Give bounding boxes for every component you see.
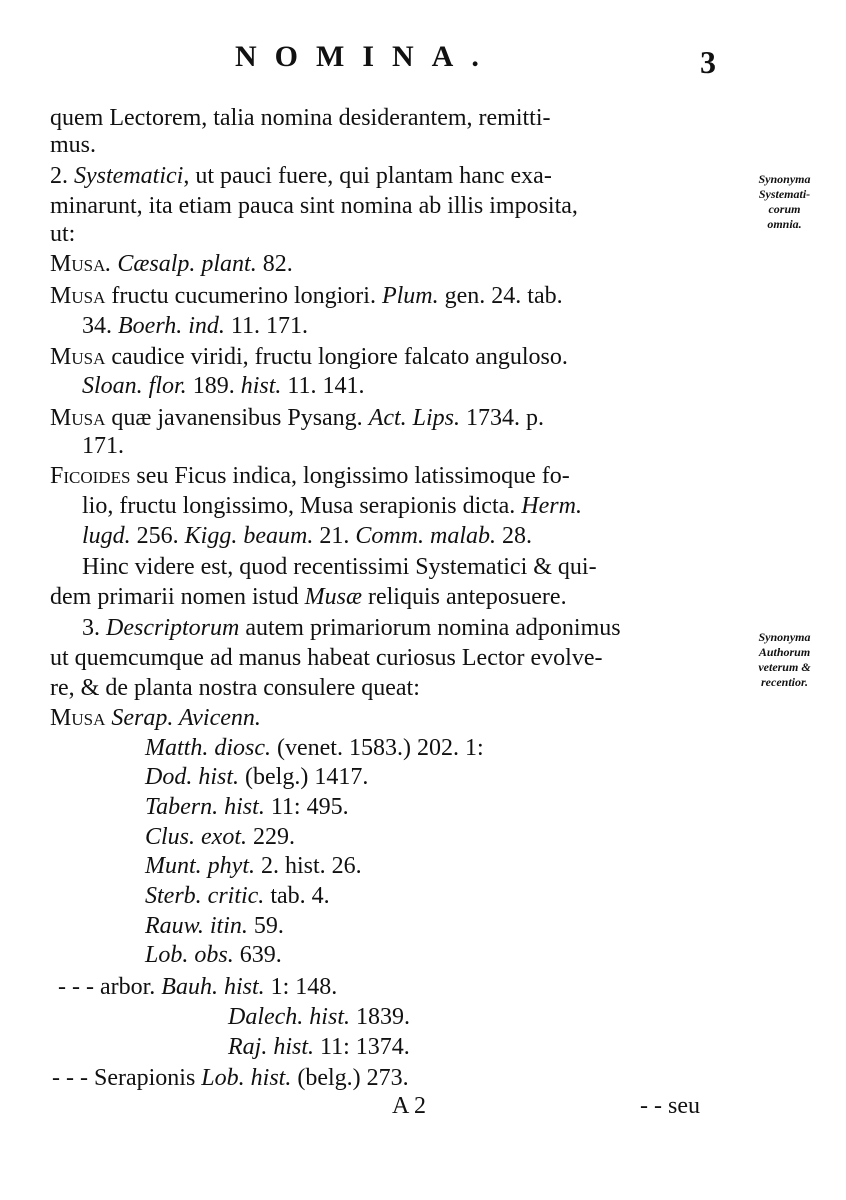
text-line: Sloan. flor. 189. hist. 11. 141. [82,373,365,399]
text-line: Ficoides seu Ficus indica, longissimo latissimoque fo- [50,463,570,489]
page-number: 3 [700,44,716,80]
text-line: Matth. diosc. (venet. 1583.) 202. 1: [145,735,484,761]
text-line: dem primarii nomen istud Musæ reliquis anteposuere. [50,584,567,610]
text-line: Clus. exot. 229. [145,824,295,850]
text-line: Musa quæ javanensibus Pysang. Act. Lips. 1734. p. [50,405,545,431]
text-line: 34. Boerh. ind. 11. 171. [82,313,308,339]
text-line: 2. Systematici, ut pauci fuere, qui plantam hanc exa- [50,163,552,189]
text-line: Sterb. critic. tab. 4. [145,883,330,909]
text-line: Rauw. itin. 59. [145,913,284,939]
text-line: Musa. Cæsalp. plant. 82. [50,251,293,277]
text-line: quem Lectorem, talia nomina desiderantem, remitti- [50,105,551,131]
text-line: 171. [82,433,124,459]
margin-note-systematicorum: Synonyma Systemati- corum omnia. [758,172,811,231]
text-line: Tabern. hist. 11: 495. [145,794,349,820]
catchword: - - seu [640,1093,700,1119]
text-line: Musa caudice viridi, fructu longiore falcato anguloso. [50,344,568,370]
margin-note-authorum: Synonyma Authorum veterum & recentior. [758,630,811,689]
running-title: NOMINA. [235,40,497,73]
text-line: lugd. 256. Kigg. beaum. 21. Comm. malab. 28. [82,523,533,549]
signature-mark: A 2 [392,1093,427,1119]
text-line: Dalech. hist. 1839. [228,1004,410,1030]
text-line: re, & de planta nostra consulere queat: [50,675,420,701]
text-line: ut quemcumque ad manus habeat curiosus Lector evolve- [50,645,603,671]
text-line: Musa Serap. Avicenn. [50,705,261,731]
text-line: minarunt, ita etiam pauca sint nomina ab illis imposita, [50,193,578,219]
text-line: Munt. phyt. 2. hist. 26. [145,853,362,879]
text-line: mus. [50,132,97,158]
text-line: Musa fructu cucumerino longiori. Plum. gen. 24. tab. [50,283,563,309]
page-header [0,40,846,90]
text-line: 3. Descriptorum autem primariorum nomina adponimus [82,615,621,641]
text-line: lio, fructu longissimo, Musa serapionis dicta. Herm. [82,493,582,519]
text-line: - - - arbor. Bauh. hist. 1: 148. [58,974,338,1000]
text-line: ut: [50,221,76,247]
text-line: Hinc videre est, quod recentissimi Systematici & qui- [82,554,597,580]
text-line: Lob. obs. 639. [145,942,282,968]
text-line: - - - Serapionis Lob. hist. (belg.) 273. [52,1065,409,1091]
text-line: Raj. hist. 11: 1374. [228,1034,410,1060]
text-line: Dod. hist. (belg.) 1417. [145,764,369,790]
